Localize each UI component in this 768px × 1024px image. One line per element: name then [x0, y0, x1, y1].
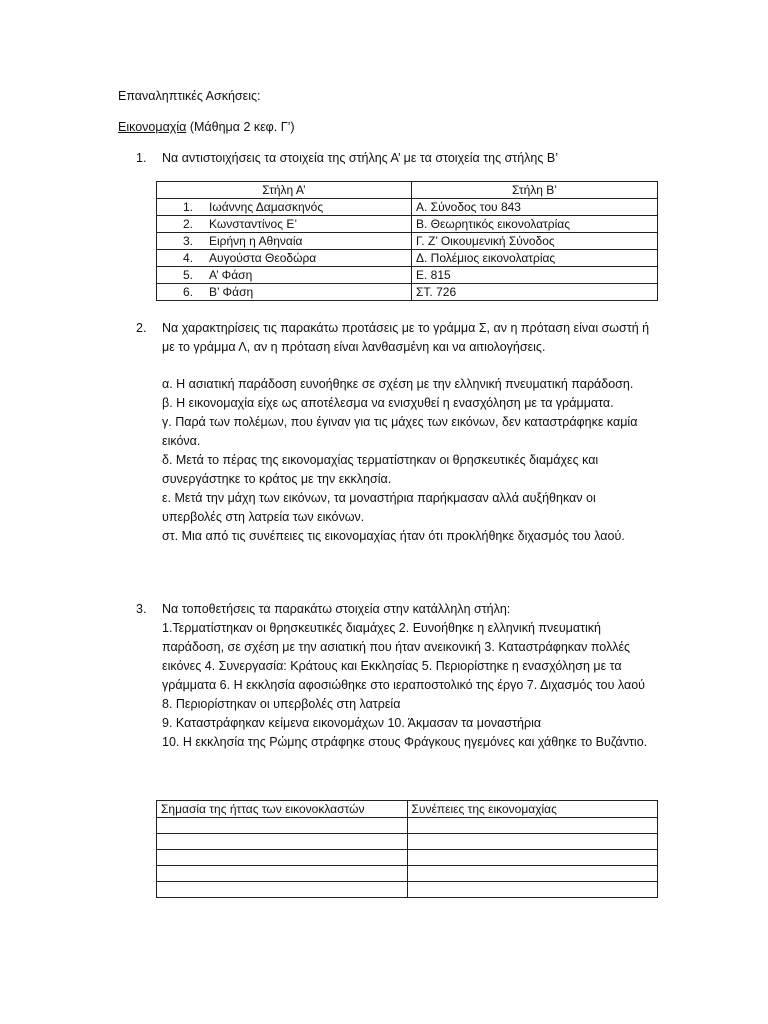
- row-number: 5.: [183, 268, 194, 282]
- column-a-value: Α’ Φάση: [209, 268, 253, 282]
- table-row: [157, 284, 658, 301]
- items-list: 10. Η εκκλησία της Ρώμης στράφηκε στους Φράγκους ηγεμόνες και χάθηκε το Βυζάντιο.: [162, 735, 648, 749]
- table-header-row: [157, 182, 658, 199]
- table-row: [157, 866, 658, 882]
- column-a-header: Στήλη Α’: [157, 182, 412, 199]
- table-header-row: [157, 801, 658, 818]
- items-list: 9. Καταστράφηκαν κείμενα εικονομάχων 10. Άκμασαν τα μοναστήρια: [162, 716, 542, 730]
- column-a-cell: [157, 233, 412, 250]
- empty-cell: [407, 850, 658, 866]
- row-number: 4.: [183, 251, 194, 265]
- column-b-cell: Ε. 815: [412, 267, 658, 284]
- empty-cell: [157, 818, 408, 834]
- question-number: 1.: [136, 151, 147, 165]
- table-row: [157, 216, 658, 233]
- table-row: [157, 882, 658, 898]
- row-number: 1.: [183, 200, 194, 214]
- table-row: [157, 818, 658, 834]
- column-b-cell: ΣΤ. 726: [412, 284, 658, 301]
- column-a-value: Β’ Φάση: [209, 285, 254, 299]
- table-row: [157, 233, 658, 250]
- matching-table: [156, 181, 658, 301]
- lesson-topic: Εικονομαχία: [118, 120, 187, 134]
- column-a-value: Ιωάννης Δαμασκηνός: [209, 200, 324, 214]
- column-a-value: Κωνσταντίνος Ε’: [209, 217, 298, 231]
- table-row: [157, 834, 658, 850]
- row-number: 3.: [183, 234, 194, 248]
- table-row: [157, 850, 658, 866]
- statement: β. Η εικονομαχία είχε ως αποτέλεσμα να ενισχυθεί η ενασχόληση με τα γράμματα.: [162, 396, 614, 410]
- column-1-header: Σημασία της ήττας των εικονοκλαστών: [157, 801, 408, 818]
- question-text: Να τοποθετήσεις τα παρακάτω στοιχεία στην κατάλληλη στήλη:: [162, 602, 511, 616]
- empty-cell: [157, 866, 408, 882]
- table-row: [157, 250, 658, 267]
- column-a-value: Αυγούστα Θεοδώρα: [209, 251, 317, 265]
- column-b-cell: Γ. Ζ’ Οικουμενική Σύνοδος: [412, 233, 658, 250]
- empty-cell: [157, 850, 408, 866]
- table-row: [157, 199, 658, 216]
- classification-table: [156, 800, 658, 898]
- column-a-cell: [157, 267, 412, 284]
- statement: α. Η ασιατική παράδοση ευνοήθηκε σε σχέση με την ελληνική πνευματική παράδοση.: [162, 377, 634, 391]
- statements-list: [162, 375, 652, 546]
- statement: στ. Μια από τις συνέπειες τις εικονομαχίας ήταν ότι προκλήθηκε διχασμός του λαού.: [162, 529, 625, 543]
- row-number: 6.: [183, 285, 194, 299]
- column-a-cell: [157, 216, 412, 233]
- table-row: [157, 267, 658, 284]
- question-number: 3.: [136, 602, 147, 616]
- column-b-cell: Δ. Πολέμιος εικονολατρίας: [412, 250, 658, 267]
- empty-cell: [157, 834, 408, 850]
- column-b-header: Στήλη Β’: [412, 182, 658, 199]
- statement: γ. Παρά των πολέμων, που έγιναν για τις μάχες των εικόνων, δεν καταστράφηκε καμία εικόνα.: [162, 415, 638, 448]
- document-heading: Επαναληπτικές Ασκήσεις:: [118, 89, 261, 103]
- column-a-cell: [157, 284, 412, 301]
- empty-cell: [407, 882, 658, 898]
- column-a-cell: [157, 250, 412, 267]
- question-number: 2.: [136, 321, 147, 335]
- items-list: 1.Τερματίστηκαν οι θρησκευτικές διαμάχες 2. Ευνοήθηκε η ελληνική πνευματική παράδοση, σε σχέση με την ασιατική που ήταν ανεικονική 3. Καταστράφηκαν πολλές εικόνες 4. Συνεργασία: Κράτους και Εκκλησίας 5. Περιορίστηκε η ενασχόληση με τα γράμματα 6. Η εκκλησία αφοσιώθηκε στο ιεραποστολικό της έργο 7. Διχασμός του λαού 8. Περιορίστηκαν οι υπερβολές στη λατρεία: [162, 621, 645, 711]
- column-b-cell: Α. Σύνοδος του 843: [412, 199, 658, 216]
- column-b-cell: Β. Θεωρητικός εικονολατρίας: [412, 216, 658, 233]
- column-2-header: Συνέπειες της εικονομαχίας: [407, 801, 658, 818]
- statement: ε. Μετά την μάχη των εικόνων, τα μοναστήρια παρήκμασαν αλλά αυξήθηκαν οι υπερβολές στη λατρεία των εικόνων.: [162, 491, 596, 524]
- row-number: 2.: [183, 217, 194, 231]
- statement: δ. Μετά το πέρας της εικονομαχίας τερματίστηκαν οι θρησκευτικές διαμάχες και συνεργάστηκε το κράτος με την εκκλησία.: [162, 453, 599, 486]
- empty-cell: [157, 882, 408, 898]
- empty-cell: [407, 866, 658, 882]
- column-a-value: Ειρήνη η Αθηναία: [209, 234, 303, 248]
- question-body: [162, 600, 652, 752]
- lesson-reference: (Μάθημα 2 κεφ. Γ’): [186, 120, 295, 134]
- empty-cell: [407, 818, 658, 834]
- question-text: Να χαρακτηρίσεις τις παρακάτω προτάσεις με το γράμμα Σ, αν η πρόταση είναι σωστή ή με το γράμμα Λ, αν η πρόταση είναι λανθασμένη και να αιτιολογήσεις.: [162, 321, 650, 354]
- empty-cell: [407, 834, 658, 850]
- question-text: Να αντιστοιχήσεις τα στοιχεία της στήλης Α’ με τα στοιχεία της στήλης Β’: [162, 151, 558, 165]
- column-a-cell: [157, 199, 412, 216]
- lesson-subheading: [118, 120, 295, 134]
